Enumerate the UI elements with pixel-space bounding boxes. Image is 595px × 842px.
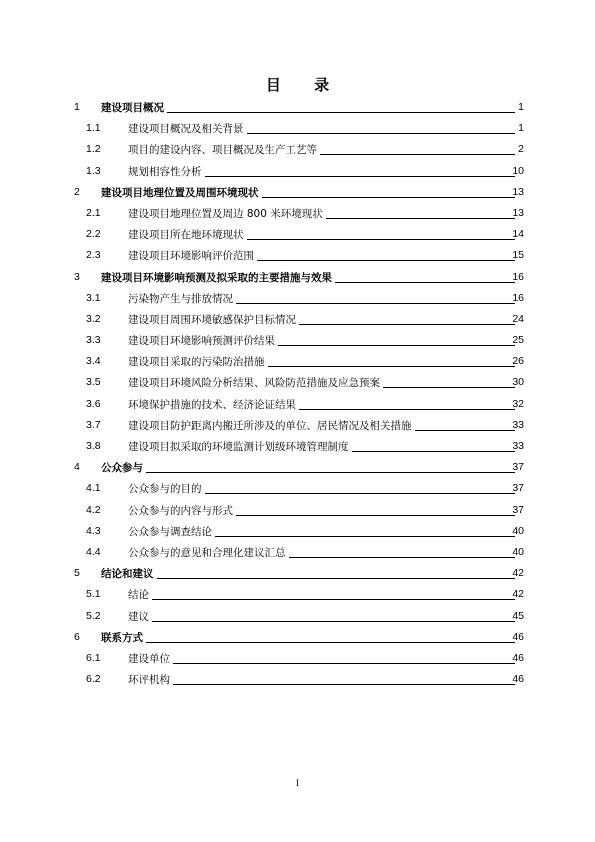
toc-entry-page: 37 [512, 503, 524, 516]
toc-entry-number: 4 [74, 461, 80, 474]
toc-section-entry[interactable] [0, 205, 595, 226]
toc-entry-line [128, 205, 517, 221]
toc-section-entry[interactable] [0, 332, 595, 353]
toc-chapter-entry[interactable] [0, 184, 595, 205]
toc-entry-page: 15 [512, 249, 524, 262]
toc-entry-title: 建设项目周围环境敏感保护目标情况 [128, 313, 296, 326]
toc-leader-line [247, 239, 516, 240]
toc-entry-line [128, 671, 517, 687]
toc-entry-line [101, 459, 517, 475]
toc-entry-number: 2.3 [86, 249, 101, 262]
toc-chapter-entry[interactable] [0, 565, 595, 586]
toc-entry-title: 公众参与调查结论 [128, 525, 212, 538]
toc-entry-number: 6.1 [86, 651, 101, 664]
toc-section-entry[interactable] [0, 608, 595, 629]
toc-entry-title: 建设项目环境影响评价范围 [128, 250, 254, 263]
toc-entry-number: 2.2 [86, 228, 101, 241]
toc-entry-number: 3.4 [86, 355, 101, 368]
toc-entry-number: 4.1 [86, 482, 101, 495]
toc-entry-page: 46 [512, 651, 524, 664]
toc-entry-page: 25 [512, 334, 524, 347]
toc-leader-line [262, 197, 516, 198]
toc-entry-number: 3.8 [86, 440, 101, 452]
toc-entry-number: 4.2 [86, 503, 101, 516]
toc-entry-title: 结论和建议 [101, 568, 154, 581]
toc-entry-title: 联系方式 [101, 631, 143, 644]
table-of-contents [0, 99, 595, 692]
toc-entry-number: 3.3 [86, 334, 101, 347]
toc-entry-title: 污染物产生与排放情况 [128, 292, 233, 305]
toc-entry-page: 46 [512, 630, 524, 643]
toc-entry-page: 42 [512, 588, 524, 601]
toc-entry-line [128, 247, 517, 263]
toc-entry-line [128, 311, 517, 327]
toc-entry-page: 13 [512, 185, 524, 198]
toc-entry-title: 建设项目环境影响预测评价结果 [128, 335, 275, 348]
toc-entry-line [101, 184, 517, 200]
toc-leader-line [299, 409, 515, 410]
toc-leader-line [152, 621, 515, 622]
toc-entry-number: 6 [74, 630, 80, 643]
toc-section-entry[interactable] [0, 438, 595, 459]
toc-entry-line [128, 120, 517, 136]
toc-entry-title: 建设项目拟采取的环境监测计划级环境管理制度 [128, 441, 349, 453]
toc-entry-page: 46 [512, 673, 524, 686]
toc-entry-number: 2.1 [86, 206, 101, 219]
toc-leader-line [383, 387, 515, 388]
toc-entry-title: 建设项目地理位置及周边 800 米环境现状 [128, 207, 323, 220]
toc-leader-line [326, 218, 515, 219]
toc-section-entry[interactable] [0, 353, 595, 374]
toc-entry-number: 3.1 [86, 291, 101, 304]
toc-entry-line [101, 99, 517, 115]
toc-entry-number: 5.2 [86, 609, 101, 622]
toc-leader-line [268, 366, 516, 367]
toc-entry-line [128, 544, 517, 560]
toc-entry-line [101, 269, 517, 285]
toc-entry-page: 37 [512, 482, 524, 495]
toc-leader-line [157, 578, 516, 579]
toc-entry-title: 公众参与的意见和合理化建议汇总 [128, 546, 286, 559]
toc-entry-page: 26 [512, 355, 524, 368]
toc-entry-line [128, 608, 517, 624]
toc-section-entry[interactable] [0, 417, 595, 438]
toc-entry-line [128, 290, 517, 306]
toc-entry-page: 30 [512, 376, 524, 389]
toc-leader-line [173, 663, 515, 664]
toc-leader-line [335, 282, 515, 283]
toc-entry-page: 40 [512, 524, 524, 537]
toc-entry-line [128, 523, 517, 539]
toc-section-entry[interactable] [0, 586, 595, 607]
toc-chapter-entry[interactable] [0, 629, 595, 650]
toc-entry-page: 14 [512, 228, 524, 241]
toc-leader-line [167, 112, 515, 113]
toc-entry-title: 建设项目概况 [101, 102, 164, 114]
toc-entry-number: 4.4 [86, 545, 101, 558]
toc-entry-title: 建设项目采取的污染防治措施 [128, 356, 265, 369]
toc-leader-line [247, 133, 516, 134]
toc-entry-page: 10 [512, 164, 524, 177]
toc-entry-line [128, 141, 517, 157]
toc-section-entry[interactable] [0, 290, 595, 311]
toc-entry-number: 2 [74, 185, 80, 198]
toc-leader-line [257, 260, 515, 261]
toc-leader-line [205, 176, 516, 177]
toc-entry-title: 建设项目防护距离内搬迁所涉及的单位、居民情况及相关措施 [128, 419, 412, 432]
toc-entry-line [128, 417, 517, 433]
toc-leader-line [289, 557, 516, 558]
toc-section-entry[interactable] [0, 163, 595, 184]
toc-leader-line [352, 451, 516, 452]
toc-entry-page: 2 [518, 143, 524, 156]
toc-leader-line [146, 642, 515, 643]
toc-entry-number: 5.1 [86, 588, 101, 601]
toc-entry-line [128, 374, 517, 390]
toc-entry-number: 1 [74, 101, 80, 113]
toc-entry-line [128, 353, 517, 369]
toc-entry-number: 3.6 [86, 397, 101, 410]
toc-leader-line [205, 493, 516, 494]
toc-section-entry[interactable] [0, 120, 595, 141]
toc-section-entry[interactable] [0, 671, 595, 692]
toc-entry-number: 1.1 [86, 122, 101, 135]
toc-entry-title: 建设项目地理位置及周围环境现状 [101, 186, 259, 199]
toc-entry-title: 规划相容性分析 [128, 165, 202, 178]
toc-section-entry[interactable] [0, 650, 595, 671]
toc-section-entry[interactable] [0, 544, 595, 565]
toc-entry-line [128, 586, 517, 602]
toc-entry-page: 1 [518, 122, 524, 135]
toc-leader-line [173, 684, 515, 685]
toc-entry-number: 1.2 [86, 143, 101, 156]
toc-leader-line [215, 536, 515, 537]
toc-entry-line [101, 629, 517, 645]
toc-chapter-entry[interactable] [0, 269, 595, 290]
toc-entry-line [128, 502, 517, 518]
toc-entry-line [101, 565, 517, 581]
toc-entry-page: 24 [512, 312, 524, 325]
toc-section-entry[interactable] [0, 226, 595, 247]
toc-entry-page: 45 [512, 609, 524, 622]
toc-leader-line [146, 472, 515, 473]
toc-entry-line [128, 650, 517, 666]
toc-entry-page: 16 [512, 270, 524, 283]
toc-entry-title: 公众参与的内容与形式 [128, 504, 233, 517]
toc-leader-line [236, 515, 515, 516]
toc-entry-title: 建议 [128, 610, 149, 623]
toc-chapter-entry[interactable] [0, 459, 595, 480]
toc-entry-title: 公众参与 [101, 462, 143, 475]
toc-entry-page: 13 [512, 206, 524, 219]
toc-entry-title: 建设单位 [128, 652, 170, 665]
page-number-footer: I [296, 778, 299, 788]
toc-leader-line [320, 154, 515, 155]
toc-entry-page: 33 [512, 418, 524, 431]
toc-section-entry[interactable] [0, 396, 595, 417]
toc-section-entry[interactable] [0, 247, 595, 268]
toc-entry-page: 42 [512, 567, 524, 580]
toc-entry-title: 结论 [128, 589, 149, 602]
toc-entry-title: 项目的建设内容、项目概况及生产工艺等 [128, 144, 317, 157]
toc-entry-number: 3.5 [86, 376, 101, 389]
toc-section-entry[interactable] [0, 523, 595, 544]
toc-section-entry[interactable] [0, 480, 595, 501]
toc-entry-page: 40 [512, 545, 524, 558]
toc-section-entry[interactable] [0, 311, 595, 332]
toc-leader-line [415, 430, 516, 431]
toc-entry-line [128, 163, 517, 179]
toc-entry-number: 3.2 [86, 312, 101, 325]
toc-entry-title: 环境保护措施的技术、经济论证结果 [128, 398, 296, 411]
toc-entry-number: 3.7 [86, 418, 101, 431]
toc-chapter-entry[interactable] [0, 99, 595, 120]
toc-title: 目 录 [265, 76, 344, 94]
toc-entry-line [128, 438, 517, 454]
toc-entry-number: 3 [74, 270, 80, 283]
toc-entry-page: 32 [512, 397, 524, 410]
toc-leader-line [236, 303, 515, 304]
toc-leader-line [299, 324, 515, 325]
toc-section-entry[interactable] [0, 502, 595, 523]
toc-entry-line [128, 226, 517, 242]
toc-entry-page: 33 [512, 440, 524, 452]
toc-section-entry[interactable] [0, 374, 595, 395]
toc-leader-line [278, 345, 515, 346]
toc-entry-page: 16 [512, 291, 524, 304]
toc-entry-number: 4.3 [86, 524, 101, 537]
toc-entry-title: 公众参与的目的 [128, 483, 202, 496]
toc-entry-title: 建设项目所在地环境现状 [128, 229, 244, 242]
toc-entry-line [128, 396, 517, 412]
toc-entry-number: 5 [74, 567, 80, 580]
toc-entry-line [128, 480, 517, 496]
toc-entry-title: 建设项目环境影响预测及拟采取的主要措施与效果 [101, 271, 332, 284]
toc-entry-title: 环评机构 [128, 674, 170, 687]
toc-entry-number: 6.2 [86, 673, 101, 686]
toc-section-entry[interactable] [0, 141, 595, 162]
toc-entry-number: 1.3 [86, 164, 101, 177]
toc-entry-page: 1 [518, 101, 524, 113]
toc-entry-page: 37 [512, 461, 524, 474]
toc-entry-line [128, 332, 517, 348]
toc-entry-title: 建设项目环境风险分析结果、风险防范措施及应急预案 [128, 377, 380, 390]
toc-leader-line [152, 599, 515, 600]
toc-entry-title: 建设项目概况及相关背景 [128, 123, 244, 136]
